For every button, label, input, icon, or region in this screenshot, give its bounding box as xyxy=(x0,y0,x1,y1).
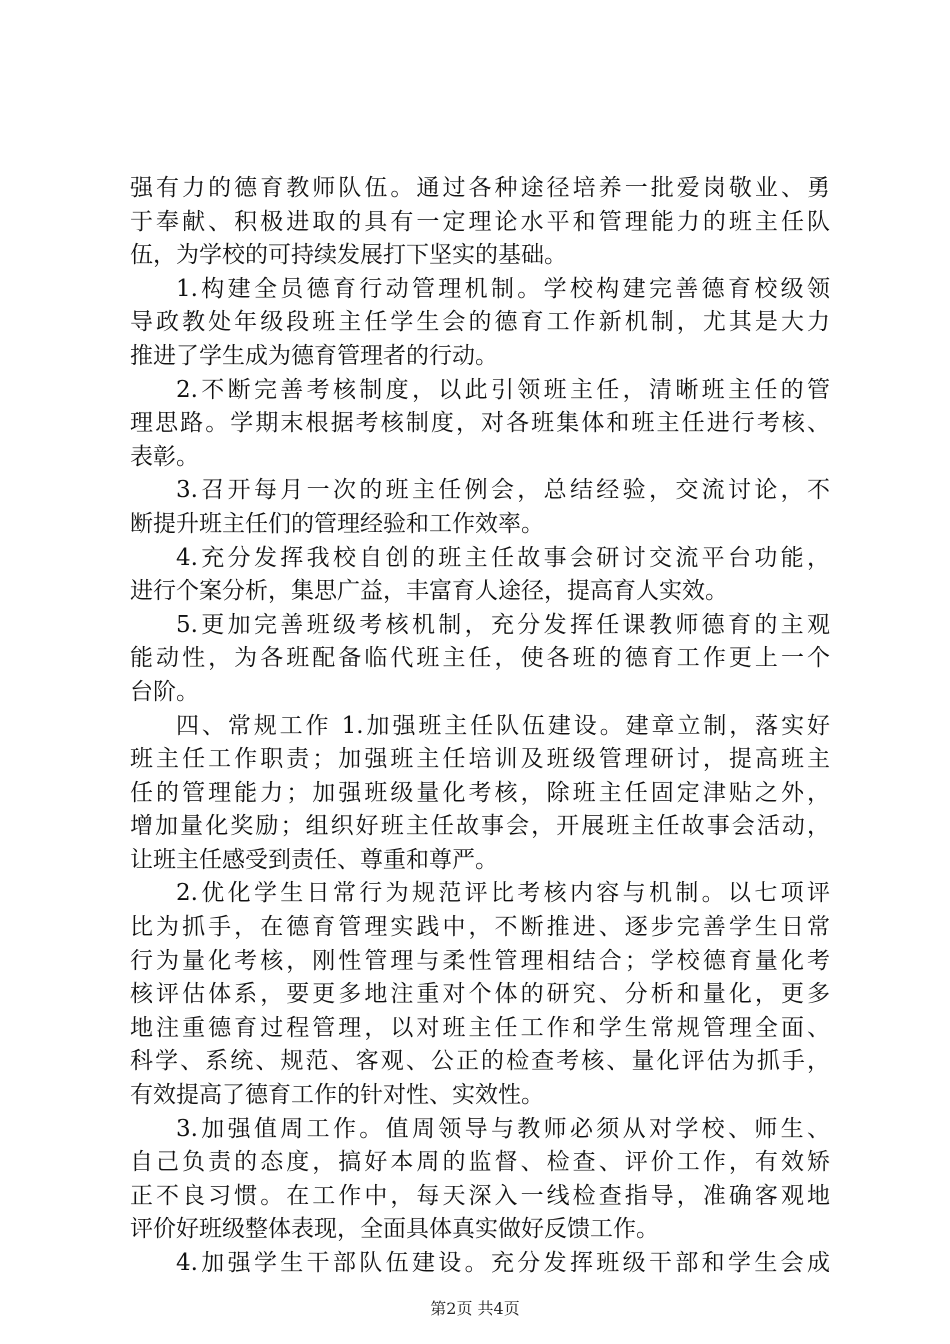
text-line: 让班主任感受到责任、尊重和尊严。 xyxy=(130,846,498,873)
text-line: 伍，为学校的可持续发展打下坚实的基础。 xyxy=(130,242,567,269)
text-line: 正不良习惯。在工作中，每天深入一线检查指导，准确客观地 xyxy=(130,1182,830,1209)
page-footer: 第2页 共4页 xyxy=(430,1299,520,1318)
document-body xyxy=(130,172,830,1281)
text-line: 4.充分发挥我校自创的班主任故事会研讨交流平台功能， xyxy=(176,544,830,571)
text-line: 核评估体系，要更多地注重对个体的研究、分析和量化，更多 xyxy=(130,981,830,1008)
text-line: 理思路。学期末根据考核制度，对各班集体和班主任进行考核、 xyxy=(130,410,830,437)
text-line: 自己负责的态度，搞好本周的监督、检查、评价工作，有效矫 xyxy=(130,1149,830,1176)
text-line: 比为抓手，在德育管理实践中，不断推进、逐步完善学生日常 xyxy=(130,914,830,941)
text-line: 5.更加完善班级考核机制，充分发挥任课教师德育的主观 xyxy=(176,611,830,638)
text-line: 有效提高了德育工作的针对性、实效性。 xyxy=(130,1082,544,1109)
text-line: 导政教处年级段班主任学生会的德育工作新机制，尤其是大力 xyxy=(130,309,830,336)
text-line: 行为量化考核，刚性管理与柔性管理相结合；学校德育量化考 xyxy=(130,947,830,974)
text-line: 2.不断完善考核制度，以此引领班主任，清晰班主任的管 xyxy=(176,376,830,403)
text-line: 4.加强学生干部队伍建设。充分发挥班级干部和学生会成 xyxy=(176,1250,830,1276)
text-line: 表彰。 xyxy=(130,443,199,470)
text-line: 四、常规工作 1.加强班主任队伍建设。建章立制，落实好 xyxy=(176,712,830,739)
text-line: 于奉献、积极进取的具有一定理论水平和管理能力的班主任队 xyxy=(130,208,830,235)
text-line: 地注重德育过程管理，以对班主任工作和学生常规管理全面、 xyxy=(130,1014,830,1041)
text-line: 3.加强值周工作。值周领导与教师必须从对学校、师生、 xyxy=(176,1115,830,1142)
text-line: 2.优化学生日常行为规范评比考核内容与机制。以七项评 xyxy=(176,880,830,907)
text-line: 台阶。 xyxy=(130,678,199,705)
text-line: 增加量化奖励；组织好班主任故事会，开展班主任故事会活动， xyxy=(130,813,830,840)
text-line: 1.构建全员德育行动管理机制。学校构建完善德育校级领 xyxy=(176,275,830,302)
text-line: 推进了学生成为德育管理者的行动。 xyxy=(130,342,498,369)
text-line: 评价好班级整体表现，全面具体真实做好反馈工作。 xyxy=(130,1216,659,1243)
text-line: 任的管理能力；加强班级量化考核，除班主任固定津贴之外， xyxy=(130,779,830,806)
text-line: 进行个案分析，集思广益，丰富育人途径，提高育人实效。 xyxy=(130,578,728,605)
text-line: 班主任工作职责；加强班主任培训及班级管理研讨，提高班主 xyxy=(130,746,830,773)
text-line: 断提升班主任们的管理经验和工作效率。 xyxy=(130,510,544,537)
text-line: 3.召开每月一次的班主任例会，总结经验，交流讨论，不 xyxy=(176,477,830,504)
text-line: 科学、系统、规范、客观、公正的检查考核、量化评估为抓手， xyxy=(130,1048,830,1075)
text-line: 强有力的德育教师队伍。通过各种途径培养一批爱岗敬业、勇 xyxy=(130,175,830,201)
text-line: 能动性，为各班配备临代班主任，使各班的德育工作更上一个 xyxy=(130,645,830,672)
